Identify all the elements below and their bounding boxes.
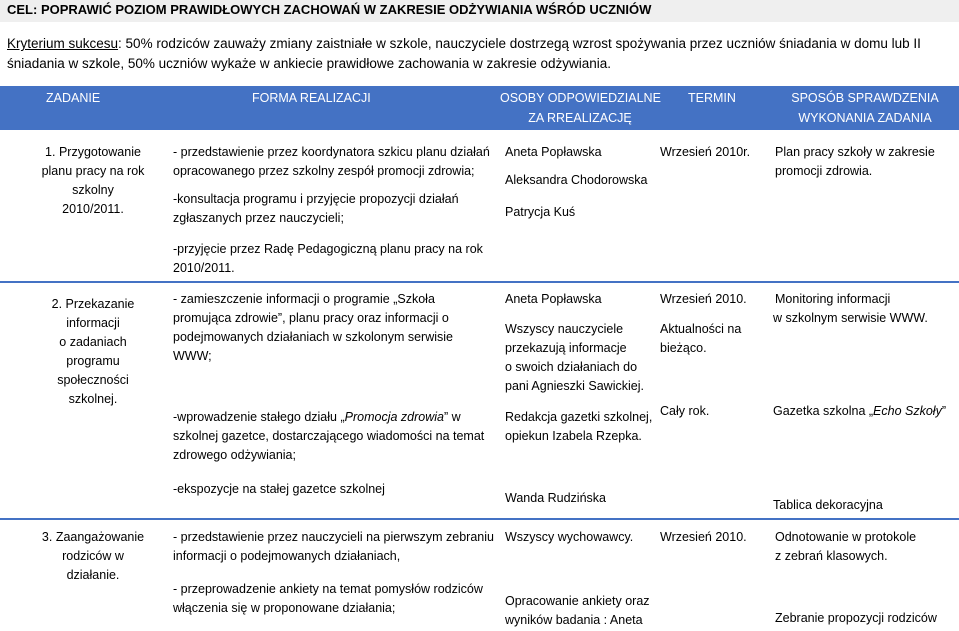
- task-line: programu: [66, 354, 120, 368]
- task-line: działanie.: [66, 568, 120, 582]
- method-text: Monitoring informacji: [775, 292, 891, 306]
- task-line: 3. Zaangażowanie: [41, 530, 145, 544]
- col-header-task: ZADANIE: [46, 91, 101, 105]
- criterion-line-1: [7, 34, 952, 54]
- form-text: zdrowego odżywiania;: [173, 448, 296, 462]
- document-header: [0, 0, 959, 22]
- person-text: opiekun Izabela Rzepka.: [505, 429, 642, 443]
- task-line: 2010/2011.: [62, 202, 124, 216]
- form-text: -ekspozycje na stałej gazetce szkolnej: [173, 482, 385, 496]
- row-separator: [0, 281, 959, 283]
- task-line: szkolny: [72, 183, 114, 197]
- document-title: CEL: POPRAWIĆ POZIOM PRAWIDŁOWYCH ZACHOWAŃ W ZAKRESIE ODŻYWIANIA WŚRÓD UCZNIÓW: [7, 2, 652, 17]
- deadline-text: Wrzesień 2010r.: [660, 145, 751, 159]
- form-text-part: ” w: [443, 410, 461, 424]
- task-line: informacji: [66, 316, 120, 330]
- person-text: Wszyscy wychowawcy.: [505, 530, 634, 544]
- method-text: [773, 402, 946, 421]
- form-text: [173, 408, 461, 427]
- person-text: Aneta Popławska: [505, 145, 602, 159]
- person-text: przekazują informacje: [505, 341, 627, 355]
- form-text: 2010/2011.: [173, 261, 235, 275]
- form-text: WWW;: [173, 349, 212, 363]
- form-text: promująca zdrowie”, planu pracy oraz informacji o: [173, 311, 449, 325]
- person-text: Opracowanie ankiety oraz: [505, 594, 650, 608]
- form-text: -konsultacja programu i przyjęcie propozycji działań: [173, 192, 459, 206]
- col-header-persons-2: ZA RREALIZACJĘ: [528, 111, 632, 125]
- task-line: szkolnej.: [68, 392, 118, 406]
- criterion-line-2: śniadania w szkole, 50% uczniów wykaże w ankiecie prawidłowe zachowania w zakresie odżywiania.: [7, 56, 612, 71]
- person-text: wyników badania : Aneta: [505, 613, 643, 627]
- method-text: Tablica dekoracyjna: [773, 498, 883, 512]
- task-line: społeczności: [57, 373, 129, 387]
- method-text-part: Gazetka szkolna „: [773, 404, 874, 418]
- task-cell: [28, 295, 158, 409]
- deadline-text: Wrzesień 2010.: [660, 530, 747, 544]
- method-text: Zebranie propozycji rodziców: [775, 611, 937, 625]
- col-header-form: FORMA REALIZACJI: [252, 91, 371, 105]
- deadline-text: Aktualności na: [660, 322, 742, 336]
- task-line: o zadaniach: [59, 335, 127, 349]
- form-text-italic: Promocja zdrowia: [344, 410, 444, 424]
- criterion-label: Kryterium sukcesu: [7, 36, 119, 51]
- form-text: - zamieszczenie informacji o programie „Szkoła: [173, 292, 435, 306]
- person-text: Wanda Rudzińska: [505, 491, 606, 505]
- method-text: z zebrań klasowych.: [775, 549, 888, 563]
- task-cell: [28, 528, 158, 585]
- method-text: Odnotowanie w protokole: [775, 530, 917, 544]
- task-line: 1. Przygotowanie: [45, 145, 141, 159]
- form-text: - przedstawienie przez koordynatora szkicu planu działań: [173, 145, 490, 159]
- task-line: planu pracy na rok: [41, 164, 145, 178]
- form-text: szkolnej gazetce, dostarczającego wiadomości na temat: [173, 429, 485, 443]
- form-text: informacji o podejmowanych działaniach,: [173, 549, 401, 563]
- task-line: 2. Przekazanie: [51, 297, 135, 311]
- success-criterion: [7, 34, 952, 74]
- col-header-method-2: WYKONANIA ZADANIA: [798, 111, 932, 125]
- task-cell: [28, 143, 158, 219]
- form-text: opracowanego przez szkolny zespół promocji zdrowia;: [173, 164, 475, 178]
- person-text: Aneta Popławska: [505, 292, 602, 306]
- criterion-text-1: : 50% rodziców zauważy zmiany zaistniałe w szkole, nauczyciele dostrzegą wzrost spożywania przez uczniów śniadania w domu lub II: [118, 36, 921, 51]
- method-text: Plan pracy szkoły w zakresie: [775, 145, 935, 159]
- form-text: zgłaszanych przez nauczycieli;: [173, 211, 344, 225]
- form-text-part: -wprowadzenie stałego działu „: [173, 410, 345, 424]
- method-text-italic: Echo Szkoły: [873, 404, 942, 418]
- form-text: włączenia się w proponowane działania;: [173, 601, 396, 615]
- form-text: - przedstawienie przez nauczycieli na pierwszym zebraniu: [173, 530, 494, 544]
- person-text: Patrycja Kuś: [505, 205, 576, 219]
- deadline-text: Wrzesień 2010.: [660, 292, 747, 306]
- person-text: Redakcja gazetki szkolnej,: [505, 410, 653, 424]
- form-text: -przyjęcie przez Radę Pedagogiczną planu pracy na rok: [173, 242, 483, 256]
- person-text: pani Agnieszki Sawickiej.: [505, 379, 644, 393]
- person-text: Wszyscy nauczyciele: [505, 322, 624, 336]
- method-text-part: ”: [941, 404, 946, 418]
- table-header: [0, 86, 959, 130]
- method-text: promocji zdrowia.: [775, 164, 873, 178]
- row-separator: [0, 518, 959, 520]
- deadline-text: Cały rok.: [660, 404, 710, 418]
- method-text: w szkolnym serwisie WWW.: [773, 311, 928, 325]
- person-text: Aleksandra Chodorowska: [505, 173, 648, 187]
- col-header-method-1: SPOSÓB SPRAWDZENIA: [791, 91, 939, 105]
- col-header-deadline: TERMIN: [688, 91, 736, 105]
- task-line: rodziców w: [62, 549, 124, 563]
- form-text: - przeprowadzenie ankiety na temat pomysłów rodziców: [173, 582, 483, 596]
- col-header-persons-1: OSOBY ODPOWIEDZIALNE: [500, 91, 661, 105]
- person-text: o swoich działaniach do: [505, 360, 638, 374]
- deadline-text: bieżąco.: [660, 341, 707, 355]
- form-text: podejmowanych działaniach w szkolonym serwisie: [173, 330, 453, 344]
